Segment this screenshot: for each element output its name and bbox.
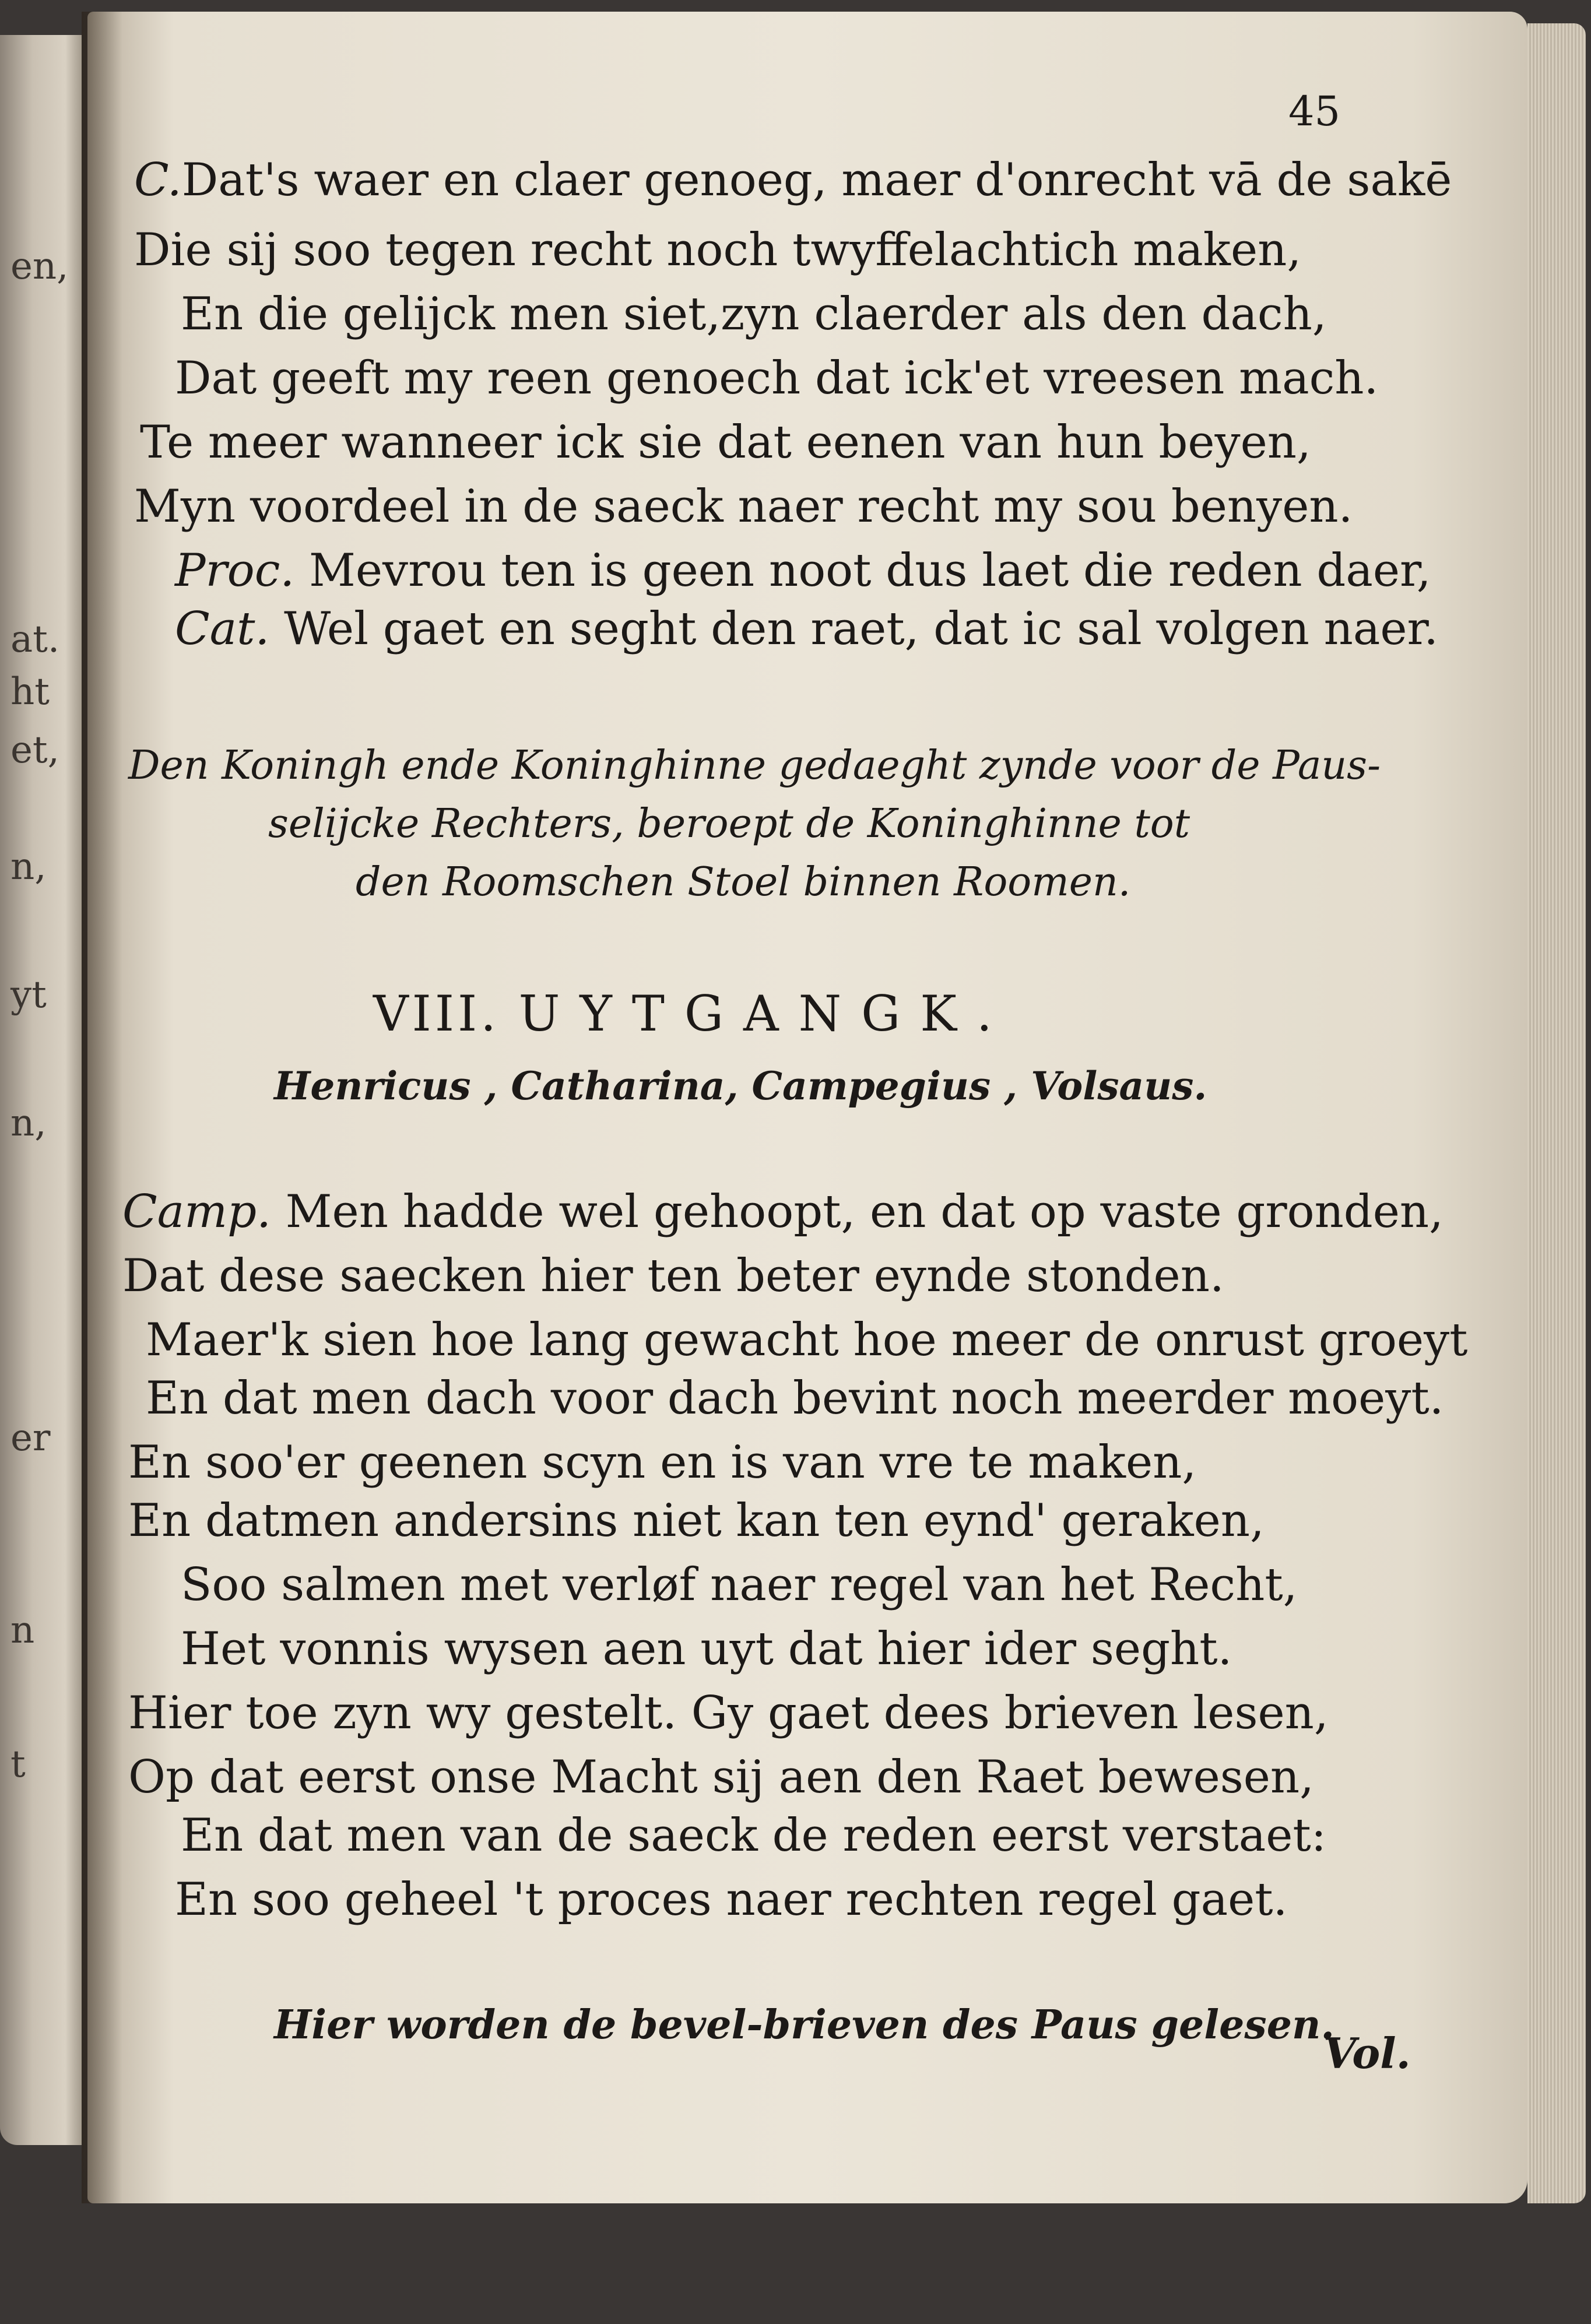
scene-heading: [373, 985, 1012, 1042]
verse-line: En soo'er geenen scyn en is van vre te maken,: [128, 1436, 1197, 1489]
verse-line: [175, 603, 1439, 655]
verse-line: Dat dese saecken hier ten beter eynde stonden.: [122, 1250, 1224, 1302]
verse-line: Myn voordeel in de saeck naer recht my sou benyen.: [134, 480, 1353, 533]
verse-line: Soo salmen met verløf naer regel van het Recht,: [181, 1559, 1298, 1611]
left-page-fragment: et,: [10, 729, 59, 772]
verse-line: Te meer wanneer ick sie dat eenen van hun beyen,: [140, 416, 1311, 469]
left-page-fragment: at.: [10, 618, 60, 661]
speaker-label: Camp.: [122, 1186, 271, 1238]
left-page-fragment: er: [10, 1416, 51, 1460]
verse-line: [134, 154, 1452, 206]
left-page-fragment: ht: [10, 670, 50, 713]
verse-line: Hier toe zyn wy gestelt. Gy gaet dees brieven lesen,: [128, 1687, 1329, 1739]
verse-line: En dat men van de saeck de reden eerst verstaet:: [181, 1809, 1327, 1862]
verse-line: Dat geeft my reen genoech dat ick'et vreesen mach.: [175, 352, 1379, 405]
speaker-label: Proc.: [175, 544, 295, 597]
verse-line: En datmen andersins niet kan ten eynd' geraken,: [128, 1495, 1265, 1547]
speaker-label: C.: [134, 154, 182, 206]
left-page-fragment: n,: [10, 1102, 47, 1145]
scene-number: VIII.: [373, 985, 500, 1042]
verse-line: Het vonnis wysen aen uyt dat hier ider seght.: [181, 1623, 1232, 1675]
left-page-fragment: n: [10, 1609, 35, 1652]
stage-direction: Den Koningh ende Koninghinne gedaeght zynde voor de Paus-: [128, 743, 1381, 789]
stage-direction: selijcke Rechters, beroept de Koninghinne tot: [268, 801, 1190, 847]
character-list: Henricus , Catharina, Campegius , Volsaus.: [274, 1063, 1207, 1109]
left-page-fragment: t: [10, 1743, 26, 1786]
speaker-label: Cat.: [175, 603, 270, 655]
verse-line: [175, 544, 1431, 597]
verse-text: Men hadde wel gehoopt, en dat op vaste gronden,: [285, 1186, 1444, 1238]
verse-line: En dat men dach voor dach bevint noch meerder moeyt.: [146, 1372, 1444, 1425]
verse-line: Op dat eerst onse Macht sij aen den Raet bewesen,: [128, 1751, 1314, 1803]
stage-direction: Hier worden de bevel-brieven des Paus gelesen.: [274, 2002, 1335, 2048]
verse-line: En die gelijck men siet,zyn claerder als den dach,: [181, 288, 1327, 340]
left-page-fragment: en,: [10, 245, 69, 288]
verse-line: Maer'k sien hoe lang gewacht hoe meer de onrust groeyt: [146, 1314, 1468, 1366]
verse-line: En soo geheel 't proces naer rechten regel gaet.: [175, 1873, 1288, 1926]
stage-direction: den Roomschen Stoel binnen Roomen.: [356, 859, 1131, 905]
verse-text: Wel gaet en seght den raet, dat ic sal volgen naer.: [284, 603, 1439, 655]
page-number: 45: [1288, 87, 1341, 135]
scene-title: UYTGANGK.: [518, 985, 1012, 1042]
verse-text: Dat's waer en claer genoeg, maer d'onrecht vā de sakē: [181, 154, 1452, 206]
left-page-fragment: yt: [10, 973, 47, 1017]
verse-line: [122, 1186, 1444, 1238]
verse-line: Die sij soo tegen recht noch twyffelachtich maken,: [134, 224, 1302, 276]
left-page-fragment: n,: [10, 845, 47, 888]
catchword: Vol.: [1323, 2028, 1411, 2078]
verse-text: Mevrou ten is geen noot dus laet die reden daer,: [309, 544, 1431, 597]
